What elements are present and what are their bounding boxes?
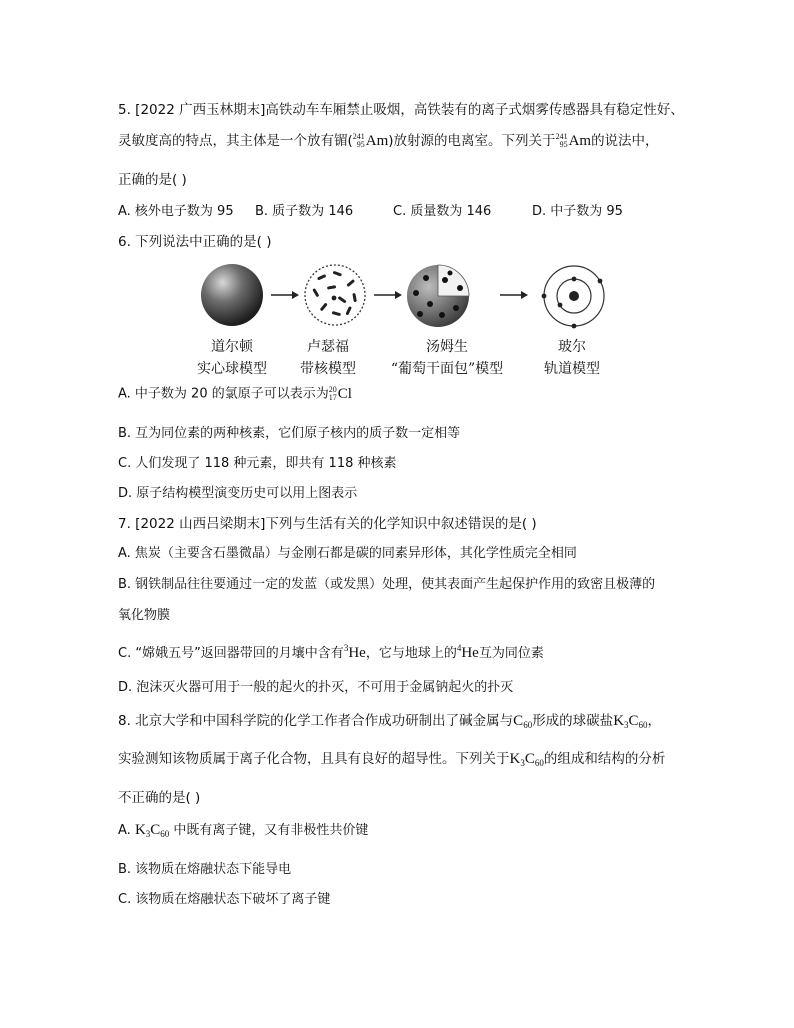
q6-option-a[interactable]: A. 中子数为 20 的氯原子可以表示为 20 17 Cl [118,385,352,402]
atomic-model-figure [180,258,620,338]
q8-stem-line1: 8. 北京大学和中国科学院的化学工作者合作成功研制出了碱金属与$C_{60}$形成的球碳盐$K_3C_{60}$， [118,713,662,730]
q5-option-b[interactable]: B. 质子数为 146 [255,204,354,219]
cl-nuclide: 20 17 Cl [328,385,352,402]
arrow-right-icon [271,291,299,299]
caption-bohr: 玻尔 轨道模型 [544,339,600,377]
q6-option-c[interactable]: C. 人们发现了 118 种元素，即共有 118 种核素 [118,456,397,471]
arrow-right-icon [500,291,528,299]
q6-option-d[interactable]: D. 原子结构模型演变历史可以用上图表示 [118,486,358,501]
q5-stem-line1: 5. [2022 广西玉林期末]高铁动车车厢禁止吸烟，高铁装有的离子式烟雾传感器具有稳定性好、 [118,102,684,118]
arrow-right-icon [374,291,402,299]
caption-rutherford: 卢瑟福 带核模型 [300,339,356,377]
q5-stem-part1: 灵敏度高的特点，其主体是一个放有镅( [118,133,353,149]
q7-option-b-line1[interactable]: B. 钢铁制品往往要通过一定的发蓝（或发黑）处理，使其表面产生起保护作用的致密且极薄的 [118,577,656,592]
q7-stem: 7. [2022 山西吕梁期末]下列与生活有关的化学知识中叙述错误的是( ) [118,516,537,532]
q7-option-a[interactable]: A. 焦炭（主要含石墨微晶）与金刚石都是碳的同素异形体，其化学性质完全相同 [118,546,577,561]
q5-option-c[interactable]: C. 质量数为 146 [393,204,492,219]
q8-option-a[interactable]: A. $K_3C_{60}$ 中既有离子键，又有非极性共价键 [118,822,369,839]
q5-option-a[interactable]: A. 核外电子数为 95 [118,204,234,219]
q5-option-d[interactable]: D. 中子数为 95 [532,204,623,219]
q8-option-c[interactable]: C. 该物质在熔融状态下破坏了离子键 [118,892,331,907]
q6-stem: 6. 下列说法中正确的是( ) [118,234,272,250]
q8-stem-line3: 不正确的是( ) [118,790,201,806]
q7-option-b-line2: 氧化物膜 [118,608,171,623]
rutherford-model [305,265,365,325]
q8-stem-line2: 实验测知该物质属于离子化合物，且具有良好的超导性。下列关于$K_3C_{60}$的组成和结构的分析 [118,751,666,768]
q8-option-b[interactable]: B. 该物质在熔融状态下能导电 [118,862,292,877]
q5-stem-line3: 正确的是( ) [118,172,187,188]
am-241-nuclide-2: 241 95 Am [555,132,592,149]
thomson-model [407,265,469,327]
q7-option-d[interactable]: D. 泡沫灭火器可用于一般的起火的扑灭，不可用于金属钠起火的扑灭 [118,680,514,695]
am-241-nuclide: 241 95 Am [352,132,389,149]
caption-dalton: 道尔顿 实心球模型 [197,339,267,377]
q7-option-c[interactable]: C. “嫦娥五号”返回器带回的月壤中含有$^3$He，它与地球上的$^4$He互为同位素 [118,643,544,661]
caption-thomson: 汤姆生 “葡萄干面包”模型 [390,339,504,377]
q5-stem-part2: )放射源的电离室。下列关于 [388,133,556,149]
q6-option-b[interactable]: B. 互为同位素的两种核素，它们原子核内的质子数一定相等 [118,426,461,441]
q5-stem-line2 [118,132,659,150]
dalton-sphere [201,264,263,326]
q5-stem-part3: 的说法中， [591,133,659,149]
bohr-model [542,266,604,328]
